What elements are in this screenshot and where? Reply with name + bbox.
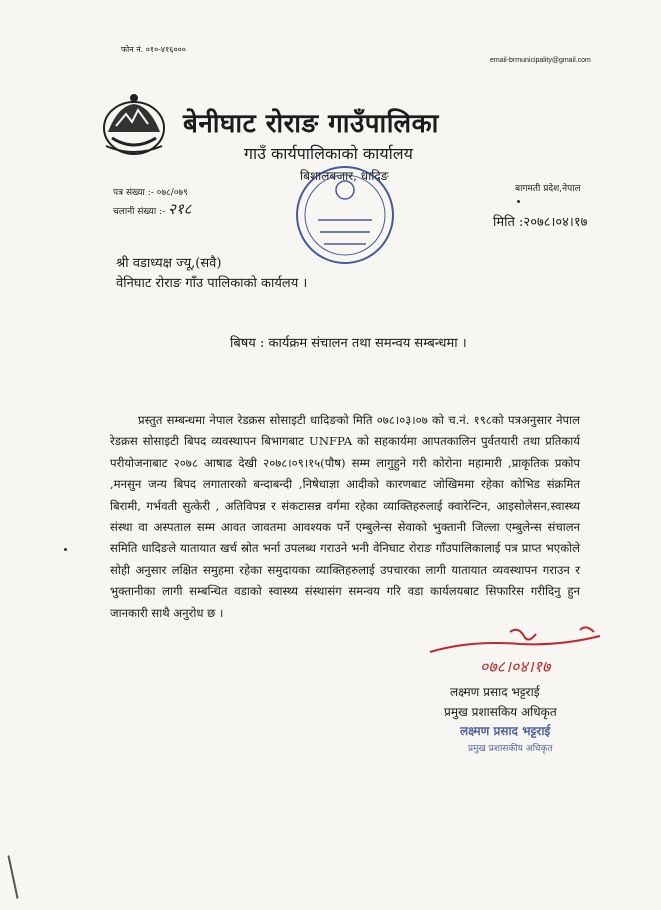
office-subtitle: गाउँ कार्यपालिकाको कार्यालय bbox=[244, 144, 413, 163]
signatory-post: प्रमुख प्रशासकिय अधिकृत bbox=[444, 705, 557, 719]
margin-mark bbox=[7, 855, 18, 898]
phone-number: फोन नं. ०१०-४१६००० bbox=[121, 45, 186, 54]
recipient-line-2: वेनिघाट रोराङ गाँउ पालिकाको कार्यलय । bbox=[116, 276, 308, 291]
dispatch-number-row bbox=[113, 199, 191, 219]
seal-post: प्रमुख प्रशासकीय अधिकृत bbox=[468, 744, 553, 754]
province-label: बागमती प्रदेश,नेपाल bbox=[515, 184, 581, 194]
office-stamp-icon bbox=[290, 160, 400, 270]
office-location: बिशालबजार, धादिङ bbox=[300, 169, 389, 183]
letter-number-row bbox=[113, 185, 188, 198]
seal-name: लक्ष्मण प्रसाद भट्टराई bbox=[460, 724, 551, 738]
handwritten-date: ०७८।०४।१७ bbox=[480, 657, 551, 676]
municipality-title: बेनीघाट रोराङ गाउँपालिका bbox=[183, 109, 439, 139]
signatory-name: लक्ष्मण प्रसाद भट्टराई bbox=[450, 685, 540, 699]
letter-number-label: पत्र संख्या :- bbox=[113, 188, 154, 198]
email-address: email-brmunicipality@gmail.com bbox=[490, 57, 591, 64]
nepal-emblem-icon bbox=[98, 92, 170, 160]
dispatch-number-label: चलानी संख्या :- bbox=[113, 207, 166, 217]
ink-dot bbox=[517, 200, 520, 203]
dispatch-number-value: २१८ bbox=[168, 200, 192, 218]
handwritten-signature-icon bbox=[410, 622, 610, 680]
letter-body: प्रस्तुत सम्बन्धमा नेपाल रेडक्रस सोसाइटी धादिङको मिति ०७८।०३।०७ को च.नं. १९८को पत्रअनुसार नेपाल रेडक्रस सोसाइटी बिपद व्यवस्थापन बिभागबाट UNFPA को सहकार्यमा आपतकालिन पुर्वतयारी तथा प्रतिकार्य परीयोजनाबाट २०७८ आषाढ देखी २०७८।०९।१५(पौष) सम्म लागुहुने गरी कोरोना महामारी ,प्राकृतिक प्रकोप ,मनसुन जन्य बिपद लगातारको बन्दाबन्दी ,निषेधाज्ञा आदीको कारणबाट जोखिममा रहेका कोभिड संक्रमित बिरामी, गर्भवती सुत्केरी , अतिविपन्न र संकटासन्न वर्गमा रहेका व्याक्तिहरुलाई क्वारेन्टिन, आइसोलेसन,स्वास्थ्य संस्था वा अस्पताल सम्म आवत जावतमा आवश्यक पर्ने एम्बुलेन्स सेवाको भुक्तानी जिल्ला एम्बुलेन्स संचालन समिति धादिङले यातायात खर्च स्रोत भर्ना उपलब्ध गराउने भनी वेनिघाट रोराङ गाँउपालिकालाई पत्र प्राप्त भएकोले सोही अनुसार लक्षित समुहमा रहेका समुदायका व्याक्तिहरुलाई उपचारका लागी यातायात व्यवस्थापन गराउन र भुक्तानीका लागी सम्बन्धित वडाको स्वास्थ्य संस्थासंग समन्वय गरि वडा कार्यलयबाट सिफारिस गरीदिनु हुन जानकारी साथै अनुरोध छ । bbox=[110, 413, 580, 620]
letter-date: मिति :२०७८।०४।१७ bbox=[493, 215, 588, 230]
letter-subject: बिषय : कार्यक्रम संचालन तथा समन्वय सम्बन्धमा । bbox=[230, 336, 467, 351]
letter-number-value: ०७८/०७९ bbox=[156, 188, 188, 198]
ink-dot bbox=[64, 548, 67, 551]
recipient-line-1: श्री वडाध्यक्ष ज्यू,(सवै) bbox=[116, 256, 222, 271]
